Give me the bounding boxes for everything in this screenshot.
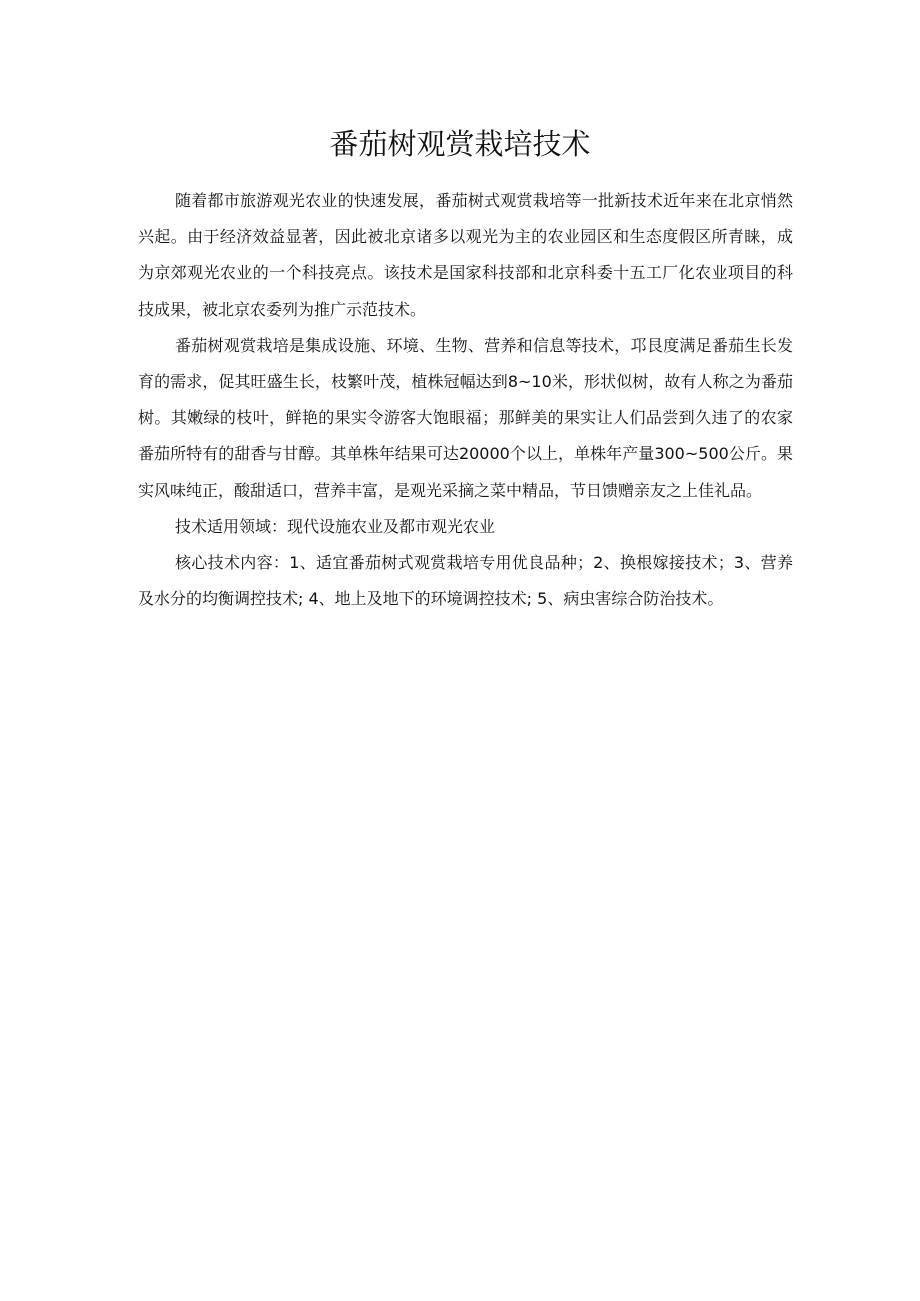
document-title: 番茄树观赏栽培技术	[329, 127, 591, 161]
paragraph-intro: 随着都市旅游观光农业的快速发展，番茄树式观赏栽培等一批新技术近年来在北京悄然兴起。由于经济效益显著，因此被北京诸多以观光为主的农业园区和生态度假区所青睐，成为京郊观光农业的一个科技亮点。该技术是国家科技部和北京科委十五工厂化农业项目的科技成果，被北京农委列为推广示范技术。	[138, 191, 793, 319]
paragraph-core-technology: 核心技术内容：1、适宜番茄树式观赏栽培专用优良品种；2、换根嫁接技术；3、营养及水分的均衡调控技术; 4、地上及地下的环境调控技术; 5、病虫害综合防治技术。	[138, 553, 793, 609]
paragraph-application-field: 技术适用领域：现代设施农业及都市观光农业	[175, 516, 496, 536]
paragraph-description: 番茄树观赏栽培是集成设施、环境、生物、营养和信息等技术，邛艮度满足番茄生长发育的需求，促其旺盛生长，枝繁叶茂，植株冠幅达到8~10米，形状似树，故有人称之为番茄树。其嫩绿的枝叶，鲜艳的果实令游客大饱眼福；那鲜美的果实让人们品尝到久违了的农家番茄所特有的甜香与甘醇。其单株年结果可达20000个以上，单株年产量300~500公斤。果实风味纯正，酸甜适口，营养丰富，是观光采摘之菜中精品，节日馈赠亲友之上佳礼品。	[138, 335, 793, 500]
document-body	[138, 183, 793, 617]
